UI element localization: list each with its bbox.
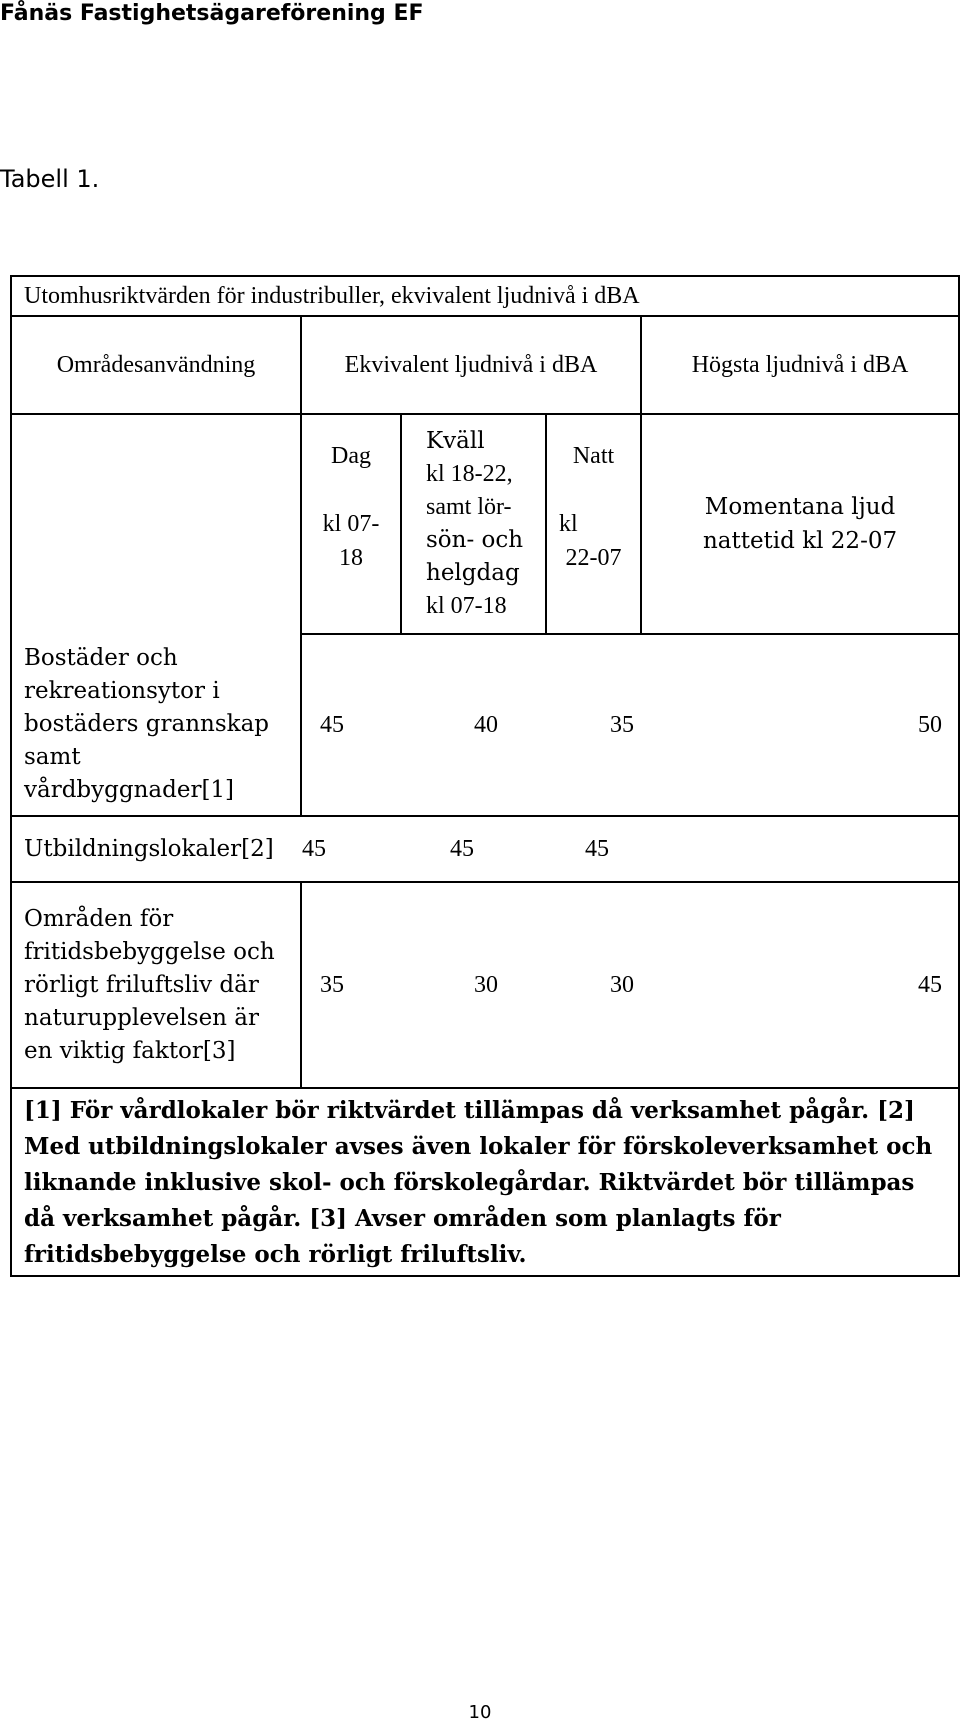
page-number: 10 [468,1702,492,1723]
row-values-residential [301,634,959,816]
subheader-day [301,414,401,634]
subheader-night-time-1: kl [559,511,578,537]
value-education-evening: 45 [450,835,474,862]
subheader-night-label: Natt [572,443,615,469]
value-residential-day: 45 [320,711,344,738]
subheader-momentary-line-1: Momentana ljud [704,494,896,520]
value-leisure-evening: 30 [474,971,498,998]
row-education [11,816,959,882]
value-residential-evening: 40 [474,711,498,738]
table-footnotes: [1] För vårdlokaler bör riktvärdet tillämpas då verksamhet pågår. [2] Med utbildningslokaler avses även lokaler för förskoleverksamhet och liknande inklusive skol- och förskolegårdar. Riktvärdet bör tillämpas då verksamhet pågår. [3] Avser områden som planlagts för fritidsbebyggelse och rörligt friluftsliv. [11,1088,959,1276]
value-leisure-day: 35 [320,971,344,998]
row-area-education: Utbildningslokaler[2] [24,836,274,862]
subheader-evening-label: Kväll [426,428,485,454]
value-residential-night: 35 [610,711,634,738]
value-residential-max: 50 [918,711,942,738]
value-leisure-night: 30 [610,971,634,998]
subheader-evening-time-5: kl 07-18 [426,593,507,619]
col-header-max: Högsta ljudnivå i dBA [641,316,959,414]
organization-name: Fånäs Fastighetsägareförening EF [0,1,424,26]
row-area-leisure: Områden för fritidsbebyggelse och rörligt friluftsliv där naturupplevelsen är en viktig faktor[3] [11,882,301,1088]
col-header-equivalent: Ekvivalent ljudnivå i dBA [301,316,641,414]
value-leisure-max: 45 [918,971,942,998]
subheader-momentary-line-2: nattetid kl 22-07 [702,528,898,554]
row-values-leisure [301,882,959,1088]
subheader-night-time-2: 22-07 [565,545,622,571]
subheader-evening [401,414,546,634]
subheader-day-time-1: kl 07- [322,511,380,537]
value-education-day: 45 [302,835,326,862]
value-education-night: 45 [585,835,609,862]
table-title: Utomhusriktvärden för industribuller, ekvivalent ljudnivå i dBA [11,276,959,316]
subheader-evening-time-4: helgdag [426,560,520,586]
noise-guideline-table [10,275,960,1277]
col-header-area: Områdesanvändning [11,316,301,414]
row-area-residential: Bostäder och rekreationsytor i bostäders grannskap samt vårdbyggnader[1] [11,414,301,816]
subheader-evening-time-3: sön- och [426,527,524,553]
subheader-evening-time-2: samt lör- [426,494,512,520]
subheader-night [546,414,641,634]
subheader-evening-time-1: kl 18-22, [426,461,513,487]
subheader-day-label: Dag [331,443,371,469]
subheader-day-time-2: 18 [339,545,363,571]
subheader-momentary [641,414,959,634]
table-caption: Tabell 1. [0,165,100,193]
